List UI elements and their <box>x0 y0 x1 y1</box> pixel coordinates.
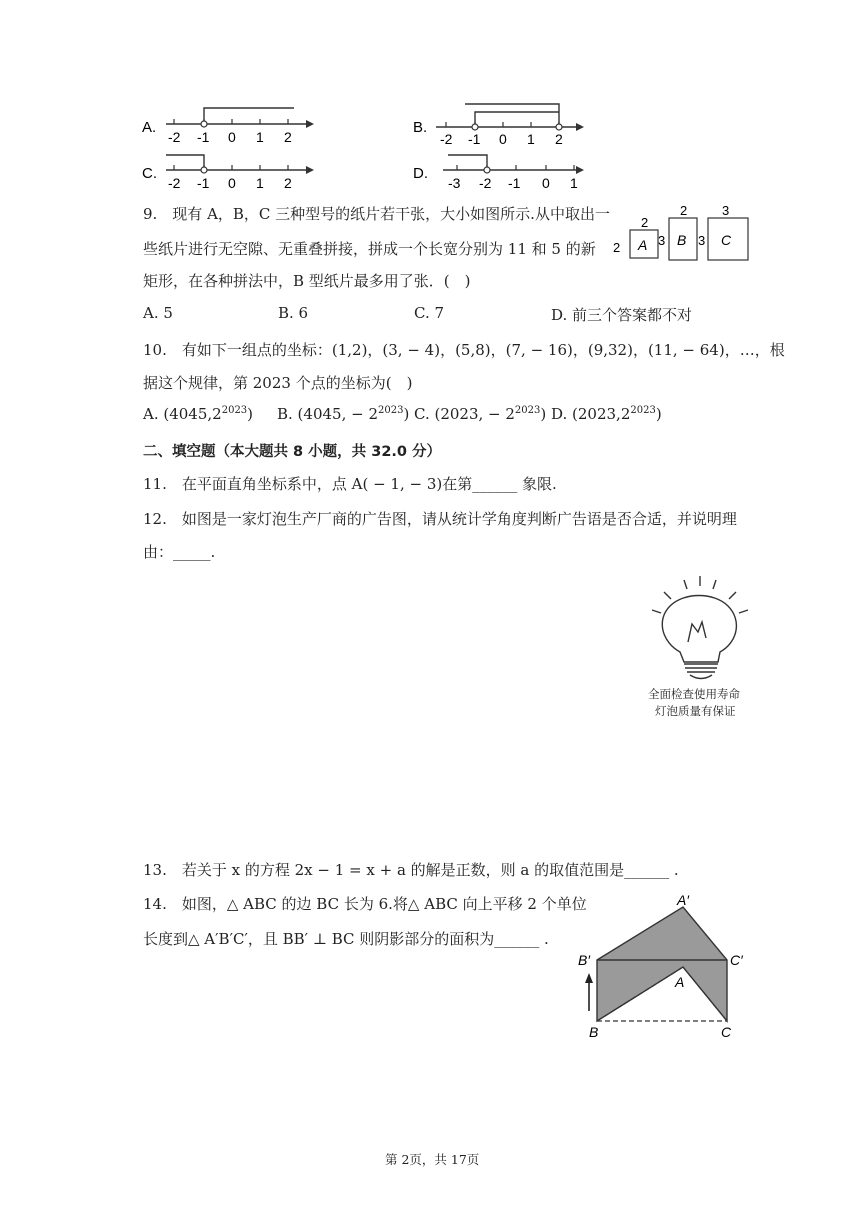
option-text: C. (2023, − 2 <box>414 405 515 423</box>
q14-line-2: 长度到△ A′B′C′，且 BB′ ⊥ BC 则阴影部分的面积为______ . <box>143 930 549 948</box>
dim-label: 2 <box>680 203 688 218</box>
number-line-c <box>142 155 314 191</box>
vertex-a-prime: A′ <box>677 893 689 908</box>
section-heading: 二、填空题（本大题共 8 小题，共 32.0 分） <box>143 444 442 460</box>
open-circle <box>201 167 207 173</box>
option-text: D. (2023,2 <box>551 405 631 423</box>
number-line-b <box>413 104 584 147</box>
option-text: ) <box>247 405 254 423</box>
q12-line-1: 12. 如图是一家灯泡生产厂商的广告图，请从统计学角度判断广告语是否合适，并说明理 <box>143 510 737 528</box>
option-a-label: A. <box>142 119 157 136</box>
tick-label: -3 <box>448 175 461 191</box>
q10-option-c <box>414 405 546 423</box>
tick-label: 1 <box>256 129 264 145</box>
exponent: 2023 <box>630 405 656 416</box>
piece-b-label: B <box>677 232 687 248</box>
vertex-b: B <box>589 1024 599 1040</box>
exponent: 2023 <box>221 405 248 416</box>
tick-label: 1 <box>570 175 578 191</box>
tick-label: 2 <box>284 129 292 145</box>
exponent: 2023 <box>514 405 541 416</box>
q12-line-2: 由：_____. <box>143 543 216 561</box>
option-text: A. (4045,2 <box>143 405 222 423</box>
q10-option-d <box>551 405 662 423</box>
open-circle <box>556 124 562 130</box>
option-d-label: D. <box>413 165 428 182</box>
tick-label: 0 <box>228 129 236 145</box>
number-line-a <box>142 108 314 145</box>
q9-option-b: B. 6 <box>278 304 309 322</box>
tick-label: -1 <box>197 129 210 145</box>
tick-label: 2 <box>284 175 292 191</box>
option-c-label: C. <box>142 165 157 182</box>
vertex-a: A <box>675 974 685 990</box>
q11-text: 11. 在平面直角坐标系中，点 A( − 1, − 3)在第______ 象限. <box>143 475 557 493</box>
paper-pieces-figure <box>608 202 753 264</box>
piece-a-label: A <box>638 237 648 253</box>
translation-figure <box>575 893 755 1045</box>
vertex-b-prime: B′ <box>578 952 590 968</box>
q10-line-2: 据这个规律，第 2023 个点的坐标为( ) <box>143 374 413 392</box>
piece-c-label: C <box>721 232 732 248</box>
light-bulb-icon <box>640 572 758 684</box>
shaded-region <box>597 907 727 1021</box>
q14-line-1: 14. 如图，△ ABC 的边 BC 长为 6.将△ ABC 向上平移 2 个单位 <box>143 895 587 913</box>
exponent: 2023 <box>378 405 404 416</box>
tick-label: -1 <box>197 175 210 191</box>
tick-label: -2 <box>168 129 181 145</box>
option-text: B. (4045, − 2 <box>277 405 379 423</box>
open-circle <box>484 167 490 173</box>
tick-label: -1 <box>508 175 521 191</box>
tick-label: 1 <box>527 131 535 147</box>
number-line-d <box>413 155 584 191</box>
dim-label: 3 <box>722 203 730 218</box>
option-text: ) <box>655 405 662 423</box>
vertex-c-prime: C′ <box>730 952 743 968</box>
option-b-label: B. <box>413 119 428 136</box>
q10-line-1: 10. 有如下一组点的坐标：(1,2)，(3, − 4)，(5,8)，(7, − 16)，(9,32)，(11, − 64)，…，根 <box>143 341 785 359</box>
tick-label: -2 <box>479 175 492 191</box>
option-text: ) <box>540 405 547 423</box>
tick-label: 0 <box>499 131 507 147</box>
tick-label: 2 <box>555 131 563 147</box>
page-footer: 第 2页，共 17页 <box>385 1152 480 1167</box>
open-circle <box>201 121 207 127</box>
q13-text: 13. 若关于 x 的方程 2x − 1 = x + a 的解是正数，则 a 的取值范围是______ . <box>143 861 679 879</box>
q9-option-a: A. 5 <box>143 304 173 322</box>
dim-label: 3 <box>698 233 706 248</box>
number-line-options <box>138 100 598 195</box>
q10-option-a <box>143 405 253 423</box>
q10-option-b <box>277 405 409 423</box>
q9-option-d: D. 前三个答案都不对 <box>551 306 693 324</box>
dim-label: 3 <box>658 233 666 248</box>
tick-label: 0 <box>542 175 550 191</box>
q9-line-1: 9. 现有 A，B，C 三种型号的纸片若干张，大小如图所示.从中取出一 <box>143 205 610 223</box>
open-circle <box>472 124 478 130</box>
bulb-caption-1: 全面检查使用寿命 <box>648 687 740 701</box>
q9-line-2: 些纸片进行无空隙、无重叠拼接，拼成一个长宽分别为 11 和 5 的新 <box>143 240 596 258</box>
tick-label: -2 <box>440 131 453 147</box>
q9-line-3: 矩形，在各种拼法中，B 型纸片最多用了张．( ) <box>143 272 471 290</box>
tick-label: -1 <box>468 131 481 147</box>
tick-label: 1 <box>256 175 264 191</box>
bulb-caption-2: 灯泡质量有保证 <box>655 704 736 718</box>
option-text: ) <box>403 405 410 423</box>
tick-label: -2 <box>168 175 181 191</box>
dim-label: 2 <box>613 240 621 255</box>
vertex-c: C <box>721 1024 732 1040</box>
q9-option-c: C. 7 <box>414 304 445 322</box>
dim-label: 2 <box>641 215 649 230</box>
tick-label: 0 <box>228 175 236 191</box>
